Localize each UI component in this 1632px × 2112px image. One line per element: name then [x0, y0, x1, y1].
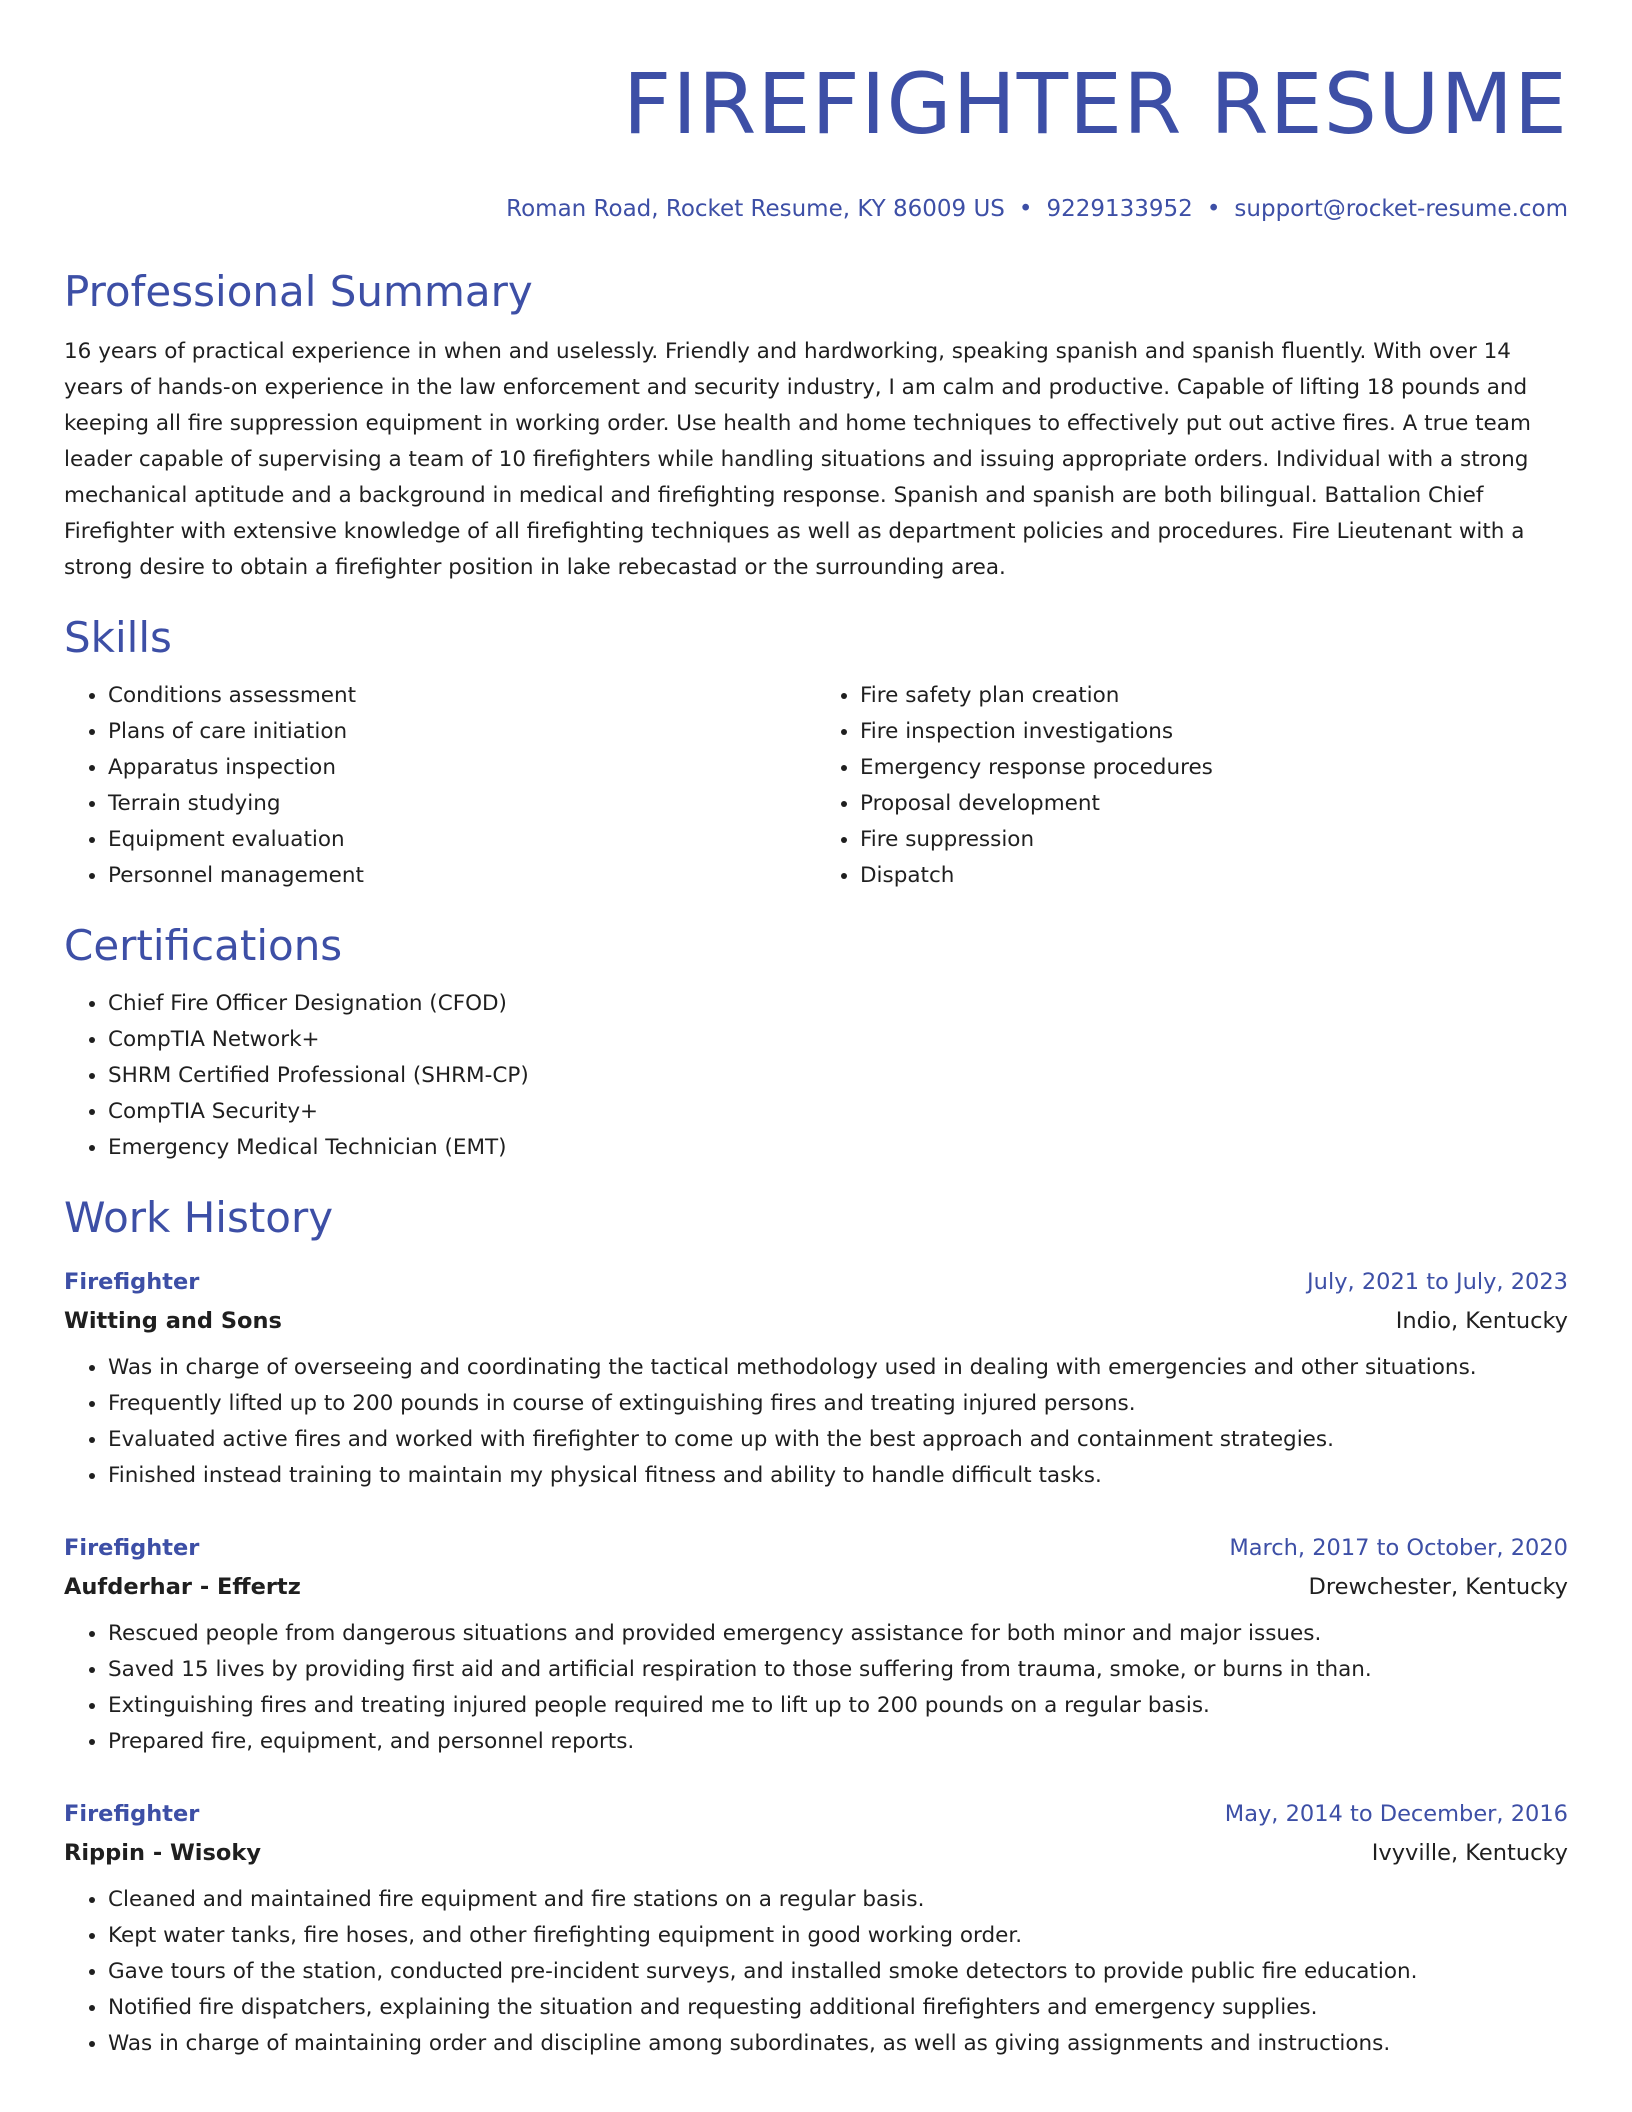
job-bullets: [64, 1882, 1568, 2062]
contact-separator: •: [1206, 196, 1221, 222]
certifications-list: [64, 986, 1568, 1166]
job-location: Ivyville, Kentucky: [1371, 1840, 1568, 1866]
job-company: Witting and Sons: [64, 1308, 282, 1334]
job-bullets: [64, 1616, 1568, 1760]
contact-address: Roman Road, Rocket Resume, KY 86009 US: [506, 196, 1005, 222]
skill-item: • Plans of care initiation: [108, 714, 816, 750]
summary-text: 16 years of practical experience in when and uselessly. Friendly and hardworking, speaking spanish and spanish fluently. With over 14 years of hands-on experience in the law enforcement and security industry, I am calm and productive. Capable of lifting 18 pounds and keeping all fire suppression equipment in working order. Use health and home techniques to effectively put out active fires. A true team leader capable of supervising a team of 10 firefighters while handling situations and issuing appropriate orders. Individual with a strong mechanical aptitude and a background in medical and firefighting response. Spanish and spanish are both bilingual. Battalion Chief Firefighter with extensive knowledge of all firefighting techniques as well as department policies and procedures. Fire Lieutenant with a strong desire to obtain a firefighter position in lake rebecastad or the surrounding area.: [64, 339, 1531, 580]
certifications-heading: Certifications: [64, 921, 343, 970]
job-bullet: • Saved 15 lives by providing first aid and artificial respiration to those suffering from trauma, smoke, or burns in than.: [108, 1652, 1568, 1688]
skill-item: • Proposal development: [860, 786, 1568, 822]
job-company: Aufderhar - Effertz: [64, 1574, 301, 1600]
job-entry: [64, 1796, 1568, 2062]
job-dates: May, 2014 to December, 2016: [1224, 1801, 1568, 1827]
skill-item: • Fire safety plan creation: [860, 678, 1568, 714]
job-bullet: • Evaluated active fires and worked with firefighter to come up with the best approach and containment strategies.: [108, 1422, 1568, 1458]
skill-item: • Fire inspection investigations: [860, 714, 1568, 750]
job-dates: July, 2021 to July, 2023: [1307, 1269, 1568, 1295]
job-bullet: • Rescued people from dangerous situations and provided emergency assistance for both minor and major issues.: [108, 1616, 1568, 1652]
skills-column-right: [816, 678, 1568, 894]
skills-heading: Skills: [64, 613, 172, 662]
job-bullet: • Was in charge of overseeing and coordinating the tactical methodology used in dealing with emergencies and other situations.: [108, 1350, 1568, 1386]
job-company-row: [64, 1300, 1568, 1342]
job-bullet: • Frequently lifted up to 200 pounds in course of extinguishing fires and treating injured persons.: [108, 1386, 1568, 1422]
contact-phone: 9229133952: [1046, 196, 1193, 222]
job-title: Firefighter: [64, 1801, 200, 1827]
certification-item: • SHRM Certified Professional (SHRM-CP): [108, 1058, 1568, 1094]
job-company: Rippin - Wisoky: [64, 1840, 261, 1866]
skills-column-left: [64, 678, 816, 894]
certification-item: • Chief Fire Officer Designation (CFOD): [108, 986, 1568, 1022]
job-title: Firefighter: [64, 1535, 200, 1561]
summary-heading: Professional Summary: [64, 267, 533, 316]
job-bullet: • Kept water tanks, fire hoses, and other firefighting equipment in good working order.: [108, 1918, 1568, 1954]
skill-item: • Equipment evaluation: [108, 822, 816, 858]
job-company-row: [64, 1832, 1568, 1874]
skill-item: • Personnel management: [108, 858, 816, 894]
job-bullet: • Notified fire dispatchers, explaining the situation and requesting additional firefighters and emergency supplies.: [108, 1990, 1568, 2026]
job-header-row: [64, 1796, 1568, 1832]
contact-line: [64, 194, 1568, 224]
job-location: Indio, Kentucky: [1395, 1308, 1568, 1334]
resume-name: FIREFIGHTER RESUME: [622, 55, 1568, 153]
skill-item: • Conditions assessment: [108, 678, 816, 714]
job-header-row: [64, 1530, 1568, 1566]
job-bullet: • Cleaned and maintained fire equipment and fire stations on a regular basis.: [108, 1882, 1568, 1918]
job-location: Drewchester, Kentucky: [1308, 1574, 1568, 1600]
skill-item: • Fire suppression: [860, 822, 1568, 858]
job-company-row: [64, 1566, 1568, 1608]
job-entry: [64, 1530, 1568, 1760]
job-bullets: [64, 1350, 1568, 1494]
job-bullet: • Was in charge of maintaining order and discipline among subordinates, as well as giving assignments and instructions.: [108, 2026, 1568, 2062]
contact-email[interactable]: support@rocket-resume.com: [1234, 196, 1568, 222]
skill-item: • Dispatch: [860, 858, 1568, 894]
work-history-heading: Work History: [64, 1193, 334, 1242]
job-bullet: • Gave tours of the station, conducted pre-incident surveys, and installed smoke detectors to provide public fire education.: [108, 1954, 1568, 1990]
certification-item: • CompTIA Network+: [108, 1022, 1568, 1058]
job-entry: [64, 1264, 1568, 1494]
skills-list: [64, 678, 1568, 894]
job-bullet: • Finished instead training to maintain my physical fitness and ability to handle difficult tasks.: [108, 1458, 1568, 1494]
job-bullet: • Extinguishing fires and treating injured people required me to lift up to 200 pounds on a regular basis.: [108, 1688, 1568, 1724]
job-dates: March, 2017 to October, 2020: [1229, 1535, 1568, 1561]
skill-item: • Terrain studying: [108, 786, 816, 822]
job-bullet: • Prepared fire, equipment, and personnel reports.: [108, 1724, 1568, 1760]
certification-item: • Emergency Medical Technician (EMT): [108, 1130, 1568, 1166]
job-title: Firefighter: [64, 1269, 200, 1295]
skill-item: • Emergency response procedures: [860, 750, 1568, 786]
contact-separator: •: [1018, 196, 1033, 222]
certification-item: • CompTIA Security+: [108, 1094, 1568, 1130]
skill-item: • Apparatus inspection: [108, 750, 816, 786]
job-header-row: [64, 1264, 1568, 1300]
